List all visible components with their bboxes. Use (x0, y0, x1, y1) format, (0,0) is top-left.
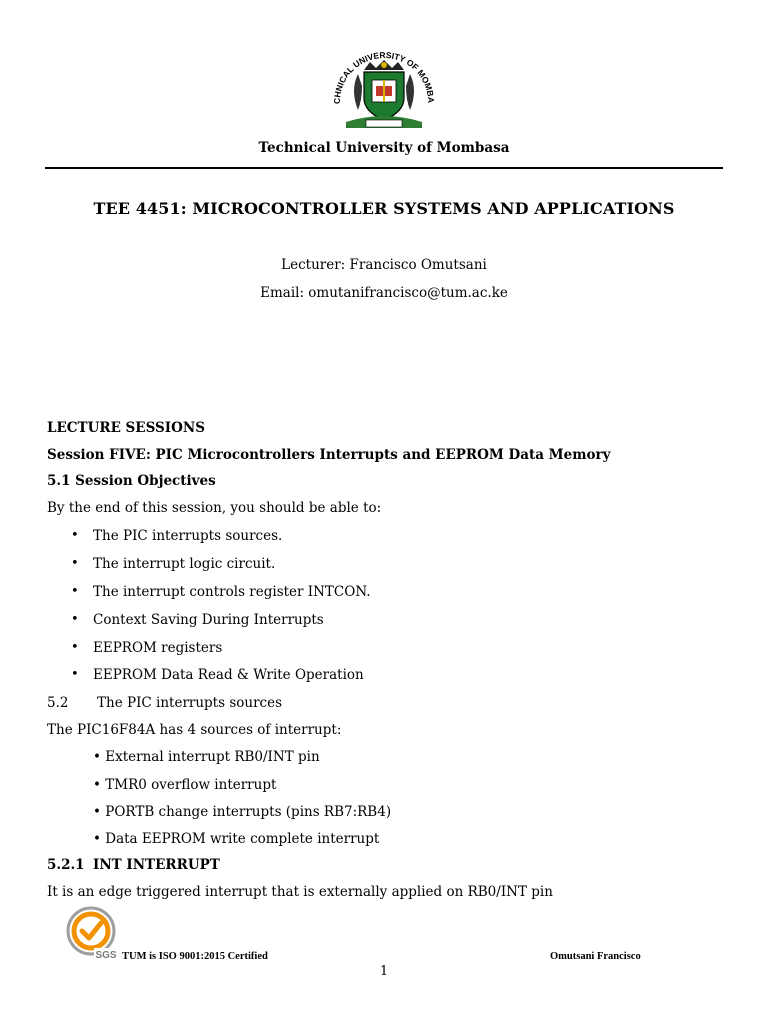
bullet-dot: • (71, 584, 79, 599)
bullet-dot: • (71, 640, 79, 655)
header-divider (45, 167, 723, 169)
university-name: Technical University of Mombasa (258, 140, 510, 156)
objectives-heading: 5.1 Session Objectives (47, 473, 216, 489)
list-item: • External interrupt RB0/INT pin (93, 749, 320, 765)
list-item: • Data EEPROM write complete interrupt (93, 831, 380, 847)
bullet-dot: • (71, 612, 79, 627)
page-number: 1 (379, 964, 389, 979)
list-item: The interrupt controls register INTCON. (93, 584, 371, 600)
list-item: EEPROM Data Read & Write Operation (93, 667, 364, 683)
section-5-2-1-number: 5.2.1 (47, 857, 85, 873)
lecturer-name: Lecturer: Francisco Omutsani (281, 257, 487, 273)
course-title: TEE 4451: MICROCONTROLLER SYSTEMS AND APPLICATIONS (93, 199, 675, 218)
list-item: EEPROM registers (93, 640, 223, 656)
list-item: • PORTB change interrupts (pins RB7:RB4) (93, 804, 392, 820)
list-item: The interrupt logic circuit. (93, 556, 276, 572)
objectives-intro: By the end of this session, you should be able to: (47, 500, 382, 516)
iso-certification-text: TUM is ISO 9001:2015 Certified (122, 951, 268, 962)
lecture-sessions-heading: LECTURE SESSIONS (47, 420, 205, 436)
section-5-2-1-title: INT INTERRUPT (93, 857, 220, 873)
bullet-dot: • (71, 528, 79, 543)
list-item: Context Saving During Interrupts (93, 612, 324, 628)
sgs-certification-logo (64, 905, 120, 961)
bullet-dot: • (71, 556, 79, 571)
logo-arc-text: CHNICAL UNIVERSITY OF MOMBA (331, 49, 437, 105)
sources-intro: The PIC16F84A has 4 sources of interrupt: (47, 722, 342, 738)
section-5-2-number: 5.2 (47, 695, 69, 711)
university-logo (328, 40, 440, 132)
lecturer-email: Email: omutanifrancisco@tum.ac.ke (260, 285, 508, 301)
list-item: The PIC interrupts sources. (93, 528, 283, 544)
bullet-dot: • (71, 667, 79, 682)
list-item: • TMR0 overflow interrupt (93, 777, 277, 793)
footer-author: Omutsani Francisco (550, 951, 641, 962)
section-5-2-title: The PIC interrupts sources (97, 695, 283, 711)
int-description: It is an edge triggered interrupt that is externally applied on RB0/INT pin (47, 884, 553, 900)
sgs-logo-text: SGS (95, 950, 117, 961)
session-title: Session FIVE: PIC Microcontrollers Interrupts and EEPROM Data Memory (47, 447, 611, 463)
